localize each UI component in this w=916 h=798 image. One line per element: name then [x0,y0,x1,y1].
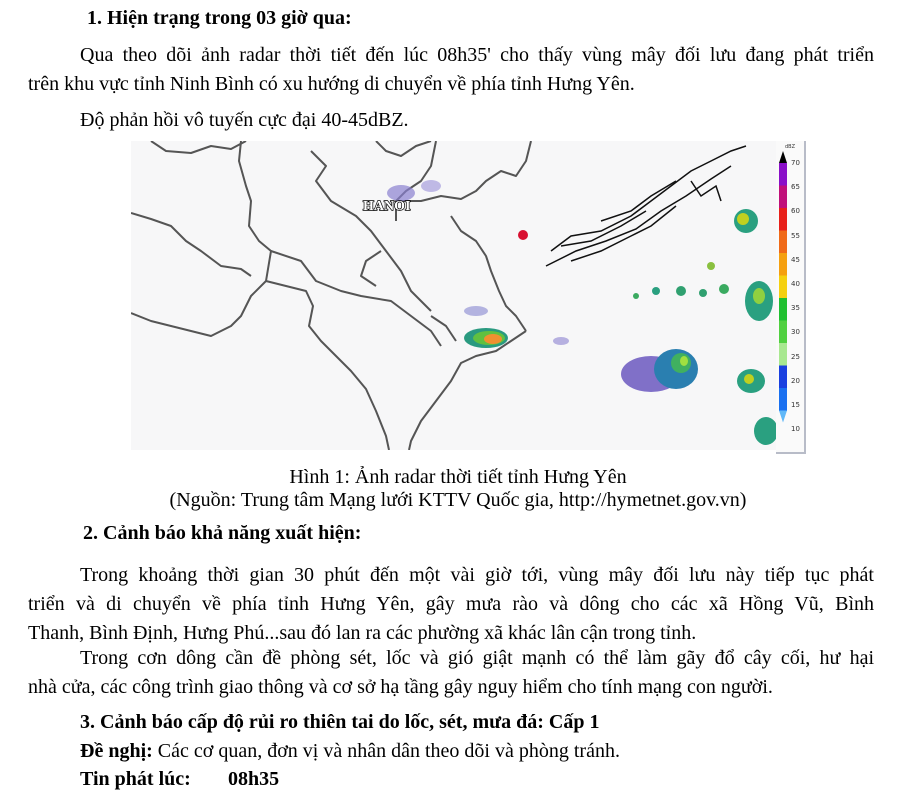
figure-caption: Hình 1: Ảnh radar thời tiết tỉnh Hưng Yên [289,466,627,488]
province-border [131,141,271,336]
recommend-text: Các cơ quan, đơn vị và nhân dân theo dõi và phòng tránh. [152,740,620,762]
colorbar-unit: dBZ [785,144,796,150]
province-border [396,141,531,201]
colorbar-tick-label: 15 [791,401,800,409]
colorbar-tick-label: 20 [791,376,800,385]
radar-map-image [131,141,776,450]
colorbar [776,151,792,451]
province-border [409,331,526,450]
province-border [151,141,246,153]
recommend-label: Đề nghị: [80,740,153,762]
section1-paragraph-line: Qua theo dõi ảnh radar thời tiết đến lúc 08h35' cho thấy vùng mây đối lưu đang phát triển [80,44,874,66]
hanoi-label: HANOI [363,199,411,214]
figure-source: (Nguồn: Trung tâm Mạng lưới KTTV Quốc gia, http://hymetnet.gov.vn) [169,489,747,511]
colorbar-tick-label: 70 [791,159,800,167]
issued-label: Tin phát lúc: [80,768,191,790]
colorbar-tick-label: 65 [791,183,800,192]
colorbar-tick-label: 45 [791,255,800,264]
reflectivity-text: Độ phản hồi vô tuyến cực đại 40-45dBZ. [80,109,409,131]
colorbar-segment [779,186,787,209]
section2-paragraph-line: nhà cửa, các công trình giao thông và cơ sở hạ tầng gây nguy hiểm cho tính mạng con người. [28,676,773,698]
province-border [271,251,441,346]
colorbar-tick-label: 55 [791,231,800,240]
colorbar-tick-label: 60 [791,207,800,216]
province-border [376,141,431,156]
issued-time: 08h35 [228,768,280,790]
province-border [361,251,381,286]
recommendation [80,739,620,763]
colorbar-tick-label: 10 [791,425,800,434]
colorbar-segment [779,208,787,231]
colorbar-panel [776,141,806,454]
colorbar-top-arrow [779,151,787,163]
colorbar-segment [779,253,787,276]
province-border [266,281,389,450]
section3-heading: 3. Cảnh báo cấp độ rủi ro thiên tai do lốc, sét, mưa đá: Cấp 1 [80,711,600,733]
province-border [131,213,251,276]
colorbar-tick-label: 40 [791,280,800,288]
colorbar-segment [779,321,787,344]
radar-echoes [387,180,776,445]
radar-map-svg [131,141,776,450]
colorbar-tick-label: 25 [791,352,800,361]
section2-paragraph-line: Trong cơn dông cần đề phòng sét, lốc và gió giật mạnh có thể làm gãy đổ cây cối, hư hại [80,647,874,669]
colorbar-tick-label: 30 [791,328,800,337]
colorbar-segment [779,298,787,321]
section2-heading: 2. Cảnh báo khả năng xuất hiện: [83,522,362,544]
section2-paragraph-line: triển và di chuyển về phía tỉnh Hưng Yên, gây mưa rào và dông cho các xã Hồng Vũ, Bình [28,593,874,615]
section2-paragraph-line: Thanh, Bình Định, Hưng Phú...sau đó lan ra các phường xã khác lân cận trong tỉnh. [28,622,697,644]
coastline-islands [546,146,746,266]
colorbar-segment [779,163,787,186]
colorbar-segment [779,388,787,411]
colorbar-segment [779,343,787,366]
province-border [451,216,526,331]
section1-heading: 1. Hiện trạng trong 03 giờ qua: [87,7,352,29]
section1-paragraph-line: trên khu vực tỉnh Ninh Bình có xu hướng di chuyển về phía tỉnh Hưng Yên. [28,73,635,95]
colorbar-tick-label: 35 [791,304,800,313]
colorbar-segment [779,276,787,299]
section2-paragraph-line: Trong khoảng thời gian 30 phút đến một vài giờ tới, vùng mây đối lưu này tiếp tục phát [80,564,874,586]
location-marker [518,230,528,240]
colorbar-segment [779,366,787,389]
colorbar-bottom-arrow [779,411,787,423]
colorbar-segment [779,231,787,254]
